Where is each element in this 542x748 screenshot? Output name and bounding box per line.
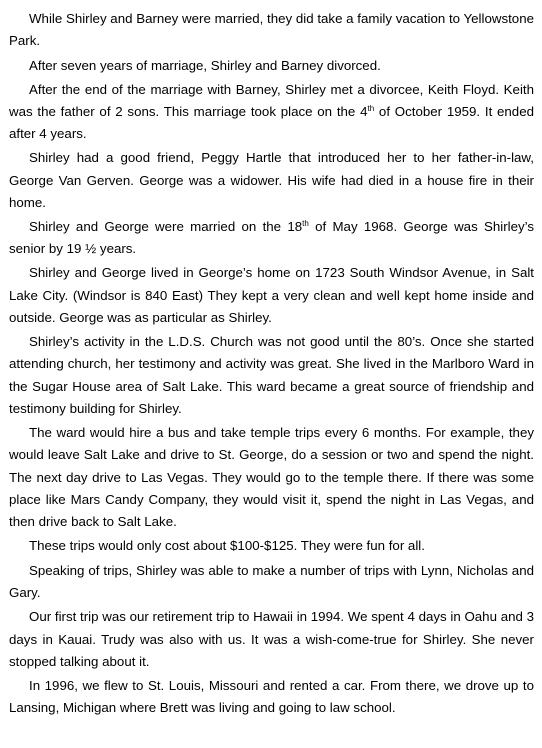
paragraph-divorce: After seven years of marriage, Shirley and Barney divorced. — [29, 57, 381, 73]
paragraph-trips-with-family: Speaking of trips, Shirley was able to make a number of trips with Lynn, Nicholas and Gary. — [9, 562, 534, 600]
paragraph-church-activity: Shirley’s activity in the L.D.S. Church was not good until the 80’s. Once she started attending church, her testimony and activity was great. She lived in the Marlboro Ward in the Sugar House area of Salt Lake. This ward became a great source of friendship and testimony building for Shirley. — [9, 334, 534, 416]
paragraph-st-louis-trip: In 1996, we flew to St. Louis, Missouri and rented a car. From there, we drove up to Lansing, Michigan where Brett was living and going to law school. — [9, 678, 534, 716]
paragraph-text: of October 1959. It ended after 4 years. — [9, 104, 534, 142]
paragraph-george-marriage — [9, 216, 534, 260]
paragraph-text: Shirley and George were married on the 18 — [29, 219, 303, 235]
paragraph-peggy-hartle: Shirley had a good friend, Peggy Hartle that introduced her to her father-in-law, George Van Gerven. George was a widower. His wife had died in a house fire in their home. — [9, 150, 534, 210]
paragraph-trip-cost: These trips would only cost about $100-$125. They were fun for all. — [29, 538, 425, 554]
ordinal-suffix: th — [367, 104, 375, 114]
paragraph-windsor-home: Shirley and George lived in George’s home on 1723 South Windsor Avenue, in Salt Lake City. (Windsor is 840 East) They kept a very clean and well kept home inside and outside. George was as particular as Shirley. — [9, 265, 534, 325]
paragraph-yellowstone-vacation: While Shirley and Barney were married, they did take a family vacation to Yellowstone Park. — [9, 11, 534, 49]
paragraph-text: After the end of the marriage with Barney, Shirley met a divorcee, Keith Floyd. Keith was the father of 2 sons. This marriage took place on the 4 — [9, 81, 534, 120]
paragraph-hawaii-trip: Our first trip was our retirement trip to Hawaii in 1994. We spent 4 days in Oahu and 3 days in Kauai. Trudy was also with us. It was a wish-come-true for Shirley. She never stopped talking about it. — [9, 609, 534, 669]
paragraph-keith-floyd-marriage — [9, 79, 534, 146]
paragraph-temple-trips: The ward would hire a bus and take temple trips every 6 months. For example, they would leave Salt Lake and drive to St. George, do a session or two and spend the night. The next day drive to Las Vegas. They would go to the temple there. If there was some place like Mars Candy Company, they would visit it, spend the night in Las Vegas, and then drive back to Salt Lake. — [9, 425, 534, 529]
ordinal-suffix: th — [302, 219, 309, 229]
paragraph-text: of May 1968. George was Shirley’s senior by 19 ½ years. — [9, 219, 535, 257]
